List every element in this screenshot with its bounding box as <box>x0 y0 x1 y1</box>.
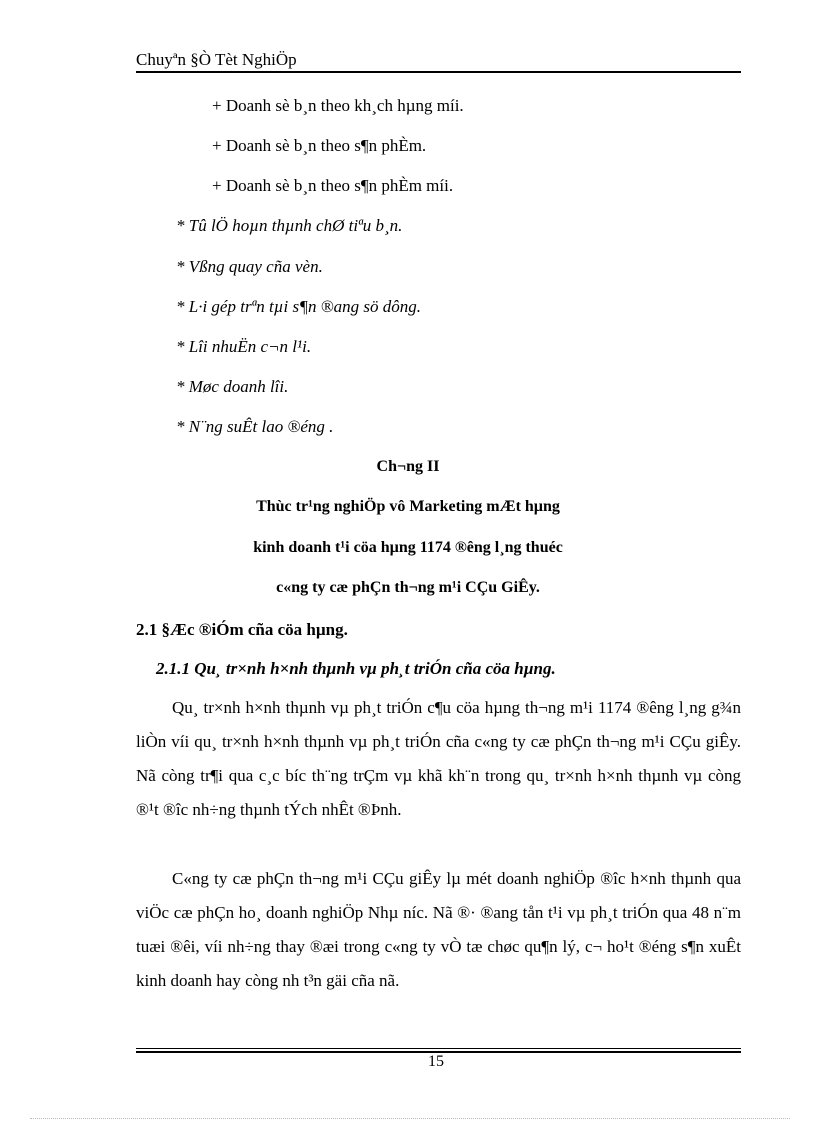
list-item: + Doanh sè b¸n theo s¶n phÈm. <box>212 136 427 155</box>
header-rule <box>136 71 741 73</box>
list-item: * Tû lÖ hoµn thµnh chØ tiªu b¸n. <box>176 216 403 235</box>
body-text <box>136 691 741 827</box>
list-item: * L·i gép trªn tµi s¶n ®ang sö dông. <box>176 297 422 316</box>
chapter-number: Ch¬ng II <box>376 458 440 475</box>
list-item: + Doanh sè b¸n theo kh¸ch hµng míi. <box>212 96 464 115</box>
subsection-heading: 2.1.1 Qu¸ tr×nh h×nh thµnh vµ ph¸t triÓn cña cöa hµng. <box>156 659 556 678</box>
paragraph: C«ng ty cæ phÇn th¬ng m¹i CÇu giÊy lµ mét doanh nghiÖp ®îc h×nh thµnh qua viÖc cæ phÇn ho¸ doanh nghiÖp Nhµ níc. Nã ®· ®ang tån t¹i vµ ph¸t triÓn qua 48 n¨m tuæi ®êi, víi nh÷ng thay ®æi trong c«ng ty vÒ tæ chøc qu¶n lý, c¬ ho¹t ®éng s¶n xuÊt kinh doanh hay còng nh t³n gäi cña nã. <box>136 869 741 990</box>
footer-rule <box>136 1048 741 1049</box>
running-header: Chuyªn §Ò Tèt NghiÖp <box>136 50 297 69</box>
list-item: * Vßng quay cña vèn. <box>176 257 323 276</box>
body-text <box>136 862 741 998</box>
list-item: + Doanh sè b¸n theo s¶n phÈm míi. <box>212 176 454 195</box>
list-item: * N¨ng suÊt lao ®éng . <box>176 417 334 436</box>
section-heading: 2.1 §Æc ®iÓm cña cöa hµng. <box>136 620 348 639</box>
chapter-title-line: c«ng ty cæ phÇn th¬ng m¹i CÇu GiÊy. <box>276 579 540 596</box>
list-item: * Møc doanh lîi. <box>176 377 289 396</box>
chapter-title-line: kinh doanh t¹i cöa hµng 1174 ®êng l¸ng thuéc <box>253 539 563 556</box>
paragraph: Qu¸ tr×nh h×nh thµnh vµ ph¸t triÓn c¶u cöa hµng th¬ng m¹i 1174 ®êng l¸ng g¾n liÒn víi qu¸ tr×nh h×nh thµnh vµ ph¸t triÓn cña c«ng ty cæ phÇn th¬ng m¹i CÇu giÊy. Nã còng tr¶i qua c¸c bíc th¨ng trÇm vµ khã kh¨n trong qu¸ tr×nh h×nh thµnh vµ còng ®¹t ®îc nh÷ng thµnh tÝch nhÊt ®Þnh. <box>136 698 741 819</box>
chapter-title-line: Thùc tr¹ng nghiÖp vô Marketing mÆt hµng <box>256 498 560 515</box>
list-item: * Lîi nhuËn c¬n l¹i. <box>176 337 312 356</box>
page-edge-divider <box>30 1118 790 1119</box>
page-number: 15 <box>428 1053 444 1070</box>
